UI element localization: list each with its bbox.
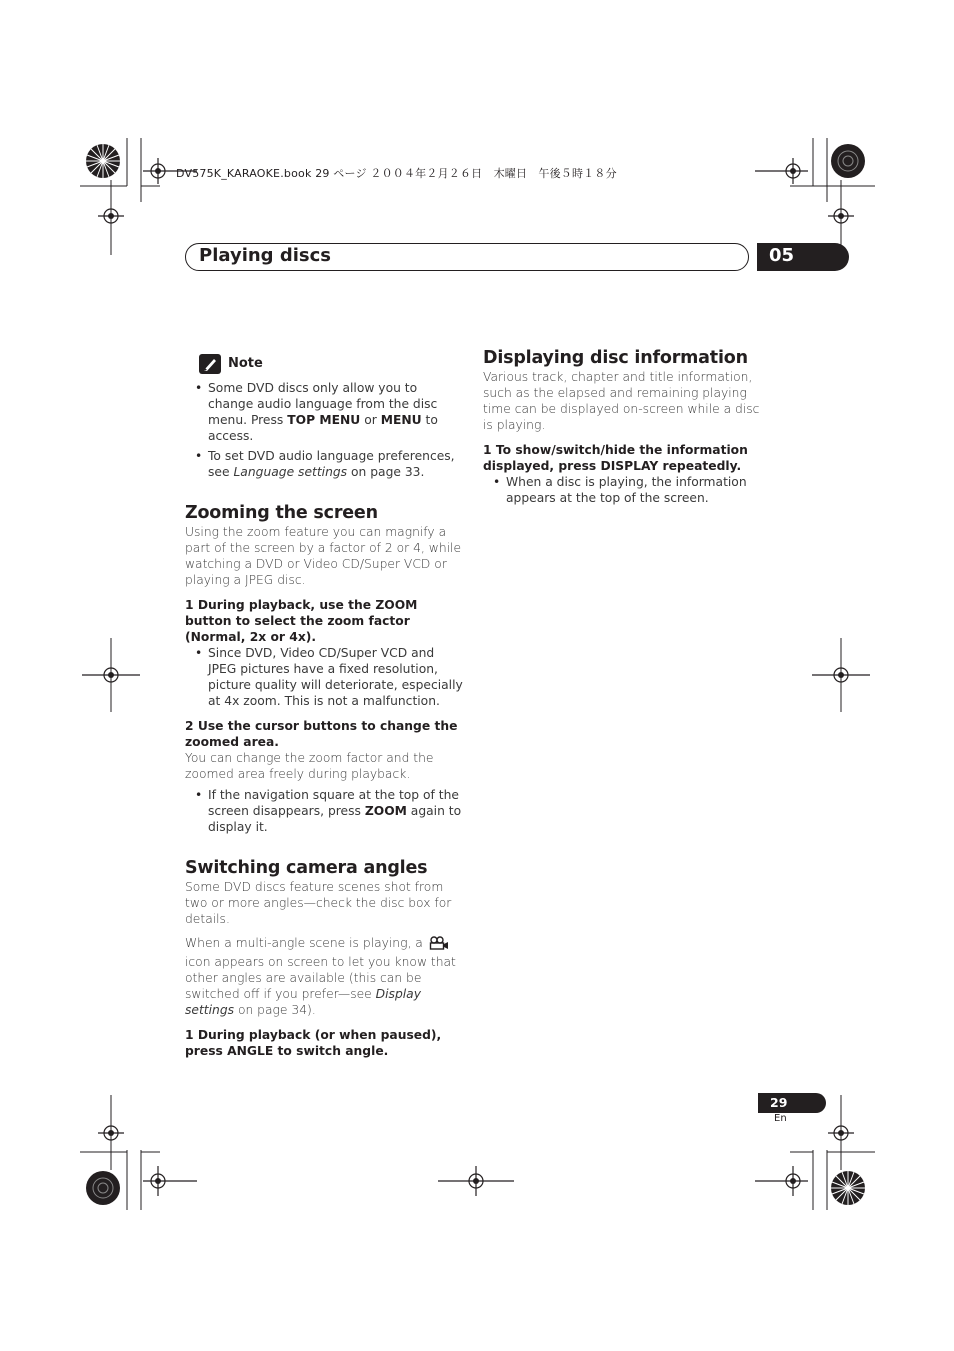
zoom-step-2-notes: [185, 787, 463, 835]
camera-intro: Some DVD discs feature scenes shot from two or more angles—check the disc box for details.: [185, 880, 452, 926]
zoom-step-2: 2 Use the cursor buttons to change the zoomed area.: [185, 719, 458, 749]
disc-info-heading: Displaying disc information: [483, 348, 748, 368]
camera-angle-icon: [429, 936, 449, 954]
section-title: Playing discs: [199, 245, 331, 266]
disc-info-step-notes: [483, 474, 761, 506]
zoom-step-2-text: You can change the zoom factor and the zoomed area freely during playback.: [185, 751, 434, 781]
zoom-step-1-notes: [185, 645, 463, 709]
note-label: Note: [228, 356, 263, 371]
list-item: • To set DVD audio language preferences, see Language settings on page 33.: [185, 448, 463, 480]
print-info: DV575K_KARAOKE.book 29 ページ ２００４年２月２６日 木曜日 午後５時１８分: [176, 167, 617, 180]
page-number-badge: [758, 1093, 826, 1113]
camera-paragraph: When a multi-angle scene is playing, a icon appears on screen to let you know that other angles are available (this can be switched off if you prefer—see Display settings on page 34).: [185, 936, 456, 1017]
camera-step-1: 1 During playback (or when paused), press ANGLE to switch angle.: [185, 1028, 442, 1058]
zoom-step-1: 1 During playback, use the ZOOM button to select the zoom factor (Normal, 2x or 4x).: [185, 598, 418, 644]
page-language: En: [774, 1113, 787, 1124]
chapter-badge: [757, 243, 849, 271]
disc-info-step-1: 1 To show/switch/hide the information displayed, press DISPLAY repeatedly.: [483, 443, 748, 473]
note-list: [185, 380, 463, 480]
page-number: 29: [770, 1095, 788, 1110]
left-column: [185, 380, 463, 1059]
list-item: • If the navigation square at the top of the screen disappears, press ZOOM again to display it.: [185, 787, 463, 835]
list-item: • Since DVD, Video CD/Super VCD and JPEG pictures have a fixed resolution, picture quality will deteriorate, especially at 4x zoom. This is not a malfunction.: [185, 645, 463, 709]
chapter-number: 05: [769, 245, 795, 266]
zoom-heading: Zooming the screen: [185, 503, 378, 523]
disc-info-intro: Various track, chapter and title information, such as the elapsed and remaining playing time can be displayed on-screen while a disc is playing.: [483, 370, 760, 432]
zoom-intro: Using the zoom feature you can magnify a part of the screen by a factor of 2 or 4, while watching a DVD or Video CD/Super VCD or playing a JPEG disc.: [185, 525, 462, 587]
note-pencil-icon: [199, 354, 221, 374]
camera-heading: Switching camera angles: [185, 858, 428, 878]
right-column: [483, 347, 761, 506]
list-item: • Some DVD discs only allow you to change audio language from the disc menu. Press TOP MENU or MENU to access.: [185, 380, 463, 444]
list-item: • When a disc is playing, the information appears at the top of the screen.: [483, 474, 761, 506]
